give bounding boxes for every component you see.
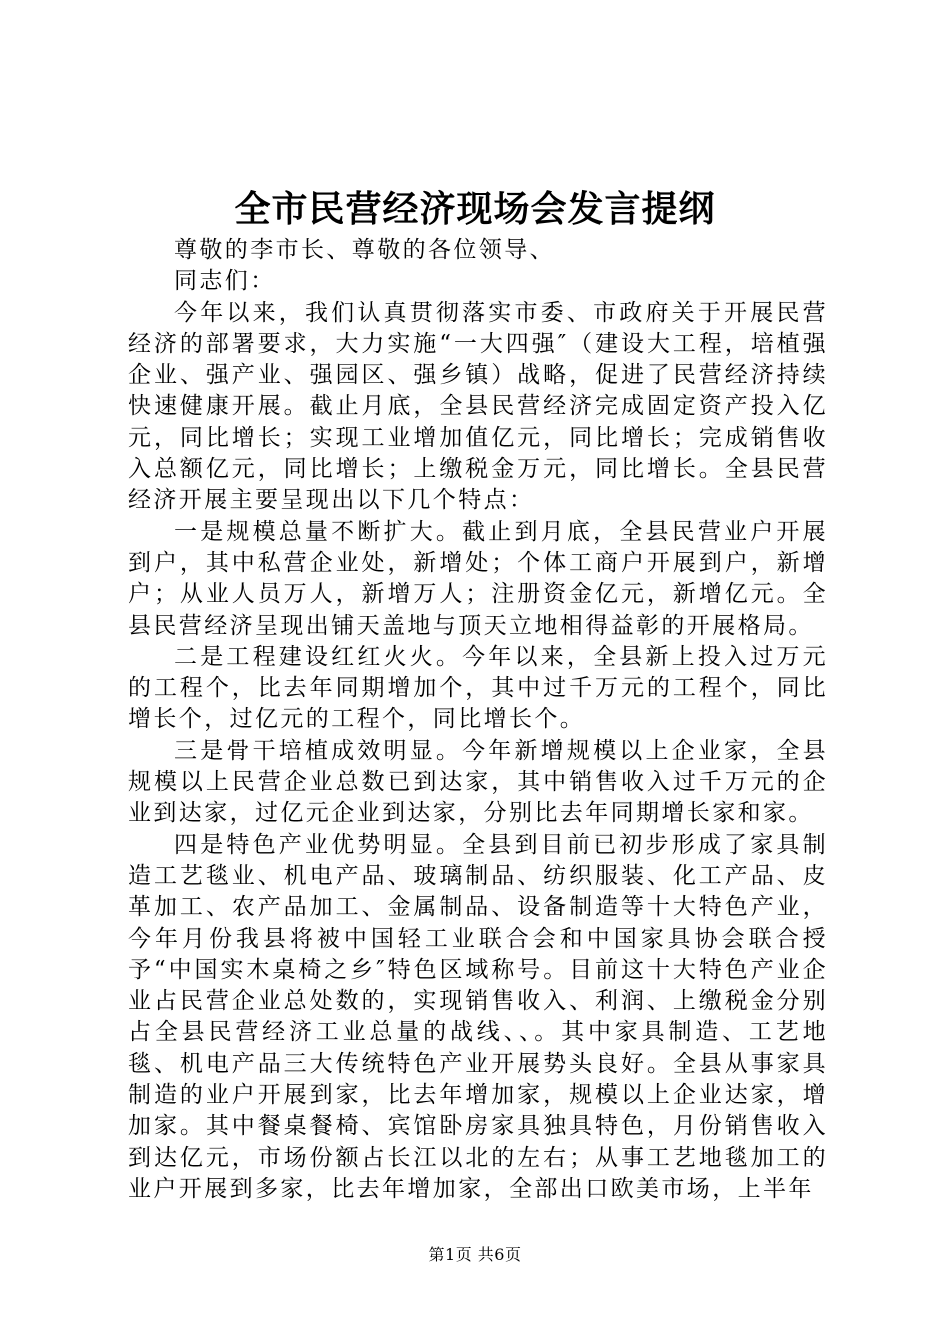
document-body xyxy=(128,235,828,1205)
body-paragraph-2: 二是工程建设红红火火。今年以来，全县新上投入过万元的工程个，比去年同期增加个，其中过千万元的工程个，同比增长个，过亿元的工程个，同比增长个。 xyxy=(128,643,828,733)
page-number-footer: 第1页 共6页 xyxy=(428,1245,522,1264)
salutation-line-1: 尊敬的李市长、尊敬的各位领导、 xyxy=(174,237,555,263)
salutation-line-2: 同志们： xyxy=(174,268,276,295)
document-title: 全市民营经济现场会发言提纲 xyxy=(234,189,716,230)
body-paragraph-intro: 今年以来，我们认真贯彻落实市委、市政府关于开展民营经济的部署要求，大力实施“一大四强″（建设大工程，培植强企业、强产业、强园区、强乡镇）战略，促进了民营经济持续快速健康开展。截止月底，全县民营经济完成固定资产投入亿元，同比增长；实现工业增加值亿元，同比增长；完成销售收入总额亿元，同比增长；上缴税金万元，同比增长。全县民营经济开展主要呈现出以下几个特点： xyxy=(128,299,828,514)
body-paragraph-1: 一是规模总量不断扩大。截止到月底，全县民营业户开展到户，其中私营企业处，新增处；个体工商户开展到户，新增户；从业人员万人，新增万人；注册资金亿元，新增亿元。全县民营经济呈现出铺天盖地与顶天立地相得益彰的开展格局。 xyxy=(128,518,828,639)
body-paragraph-4: 四是特色产业优势明显。全县到目前已初步形成了家具制造工艺毯业、机电产品、玻璃制品、纺织服装、化工产品、皮革加工、农产品加工、金属制品、设备制造等十大特色产业，今年月份我县将被中国轻工业联合会和中国家具协会联合授予“中国实木桌椅之乡″特色区域称号。目前这十大特色产业企业占民营企业总处数的，实现销售收入、利润、上缴税金分别占全县民营经济工业总量的战线、、。其中家具制造、工艺地毯、机电产品三大传统特色产业开展势头良好。全县从事家具制造的业户开展到家，比去年增加家，规模以上企业达家，增加家。其中餐桌餐椅、宾馆卧房家具独具特色，月份销售收入到达亿元，市场份额占长江以北的左右；从事工艺地毯加工的业户开展到多家，比去年增加家，全部出口欧美市场，上半年 xyxy=(128,831,828,1202)
body-paragraph-3: 三是骨干培植成效明显。今年新增规模以上企业家，全县规模以上民营企业总数已到达家，其中销售收入过千万元的企业到达家，过亿元企业到达家，分别比去年同期增长家和家。 xyxy=(128,737,828,827)
